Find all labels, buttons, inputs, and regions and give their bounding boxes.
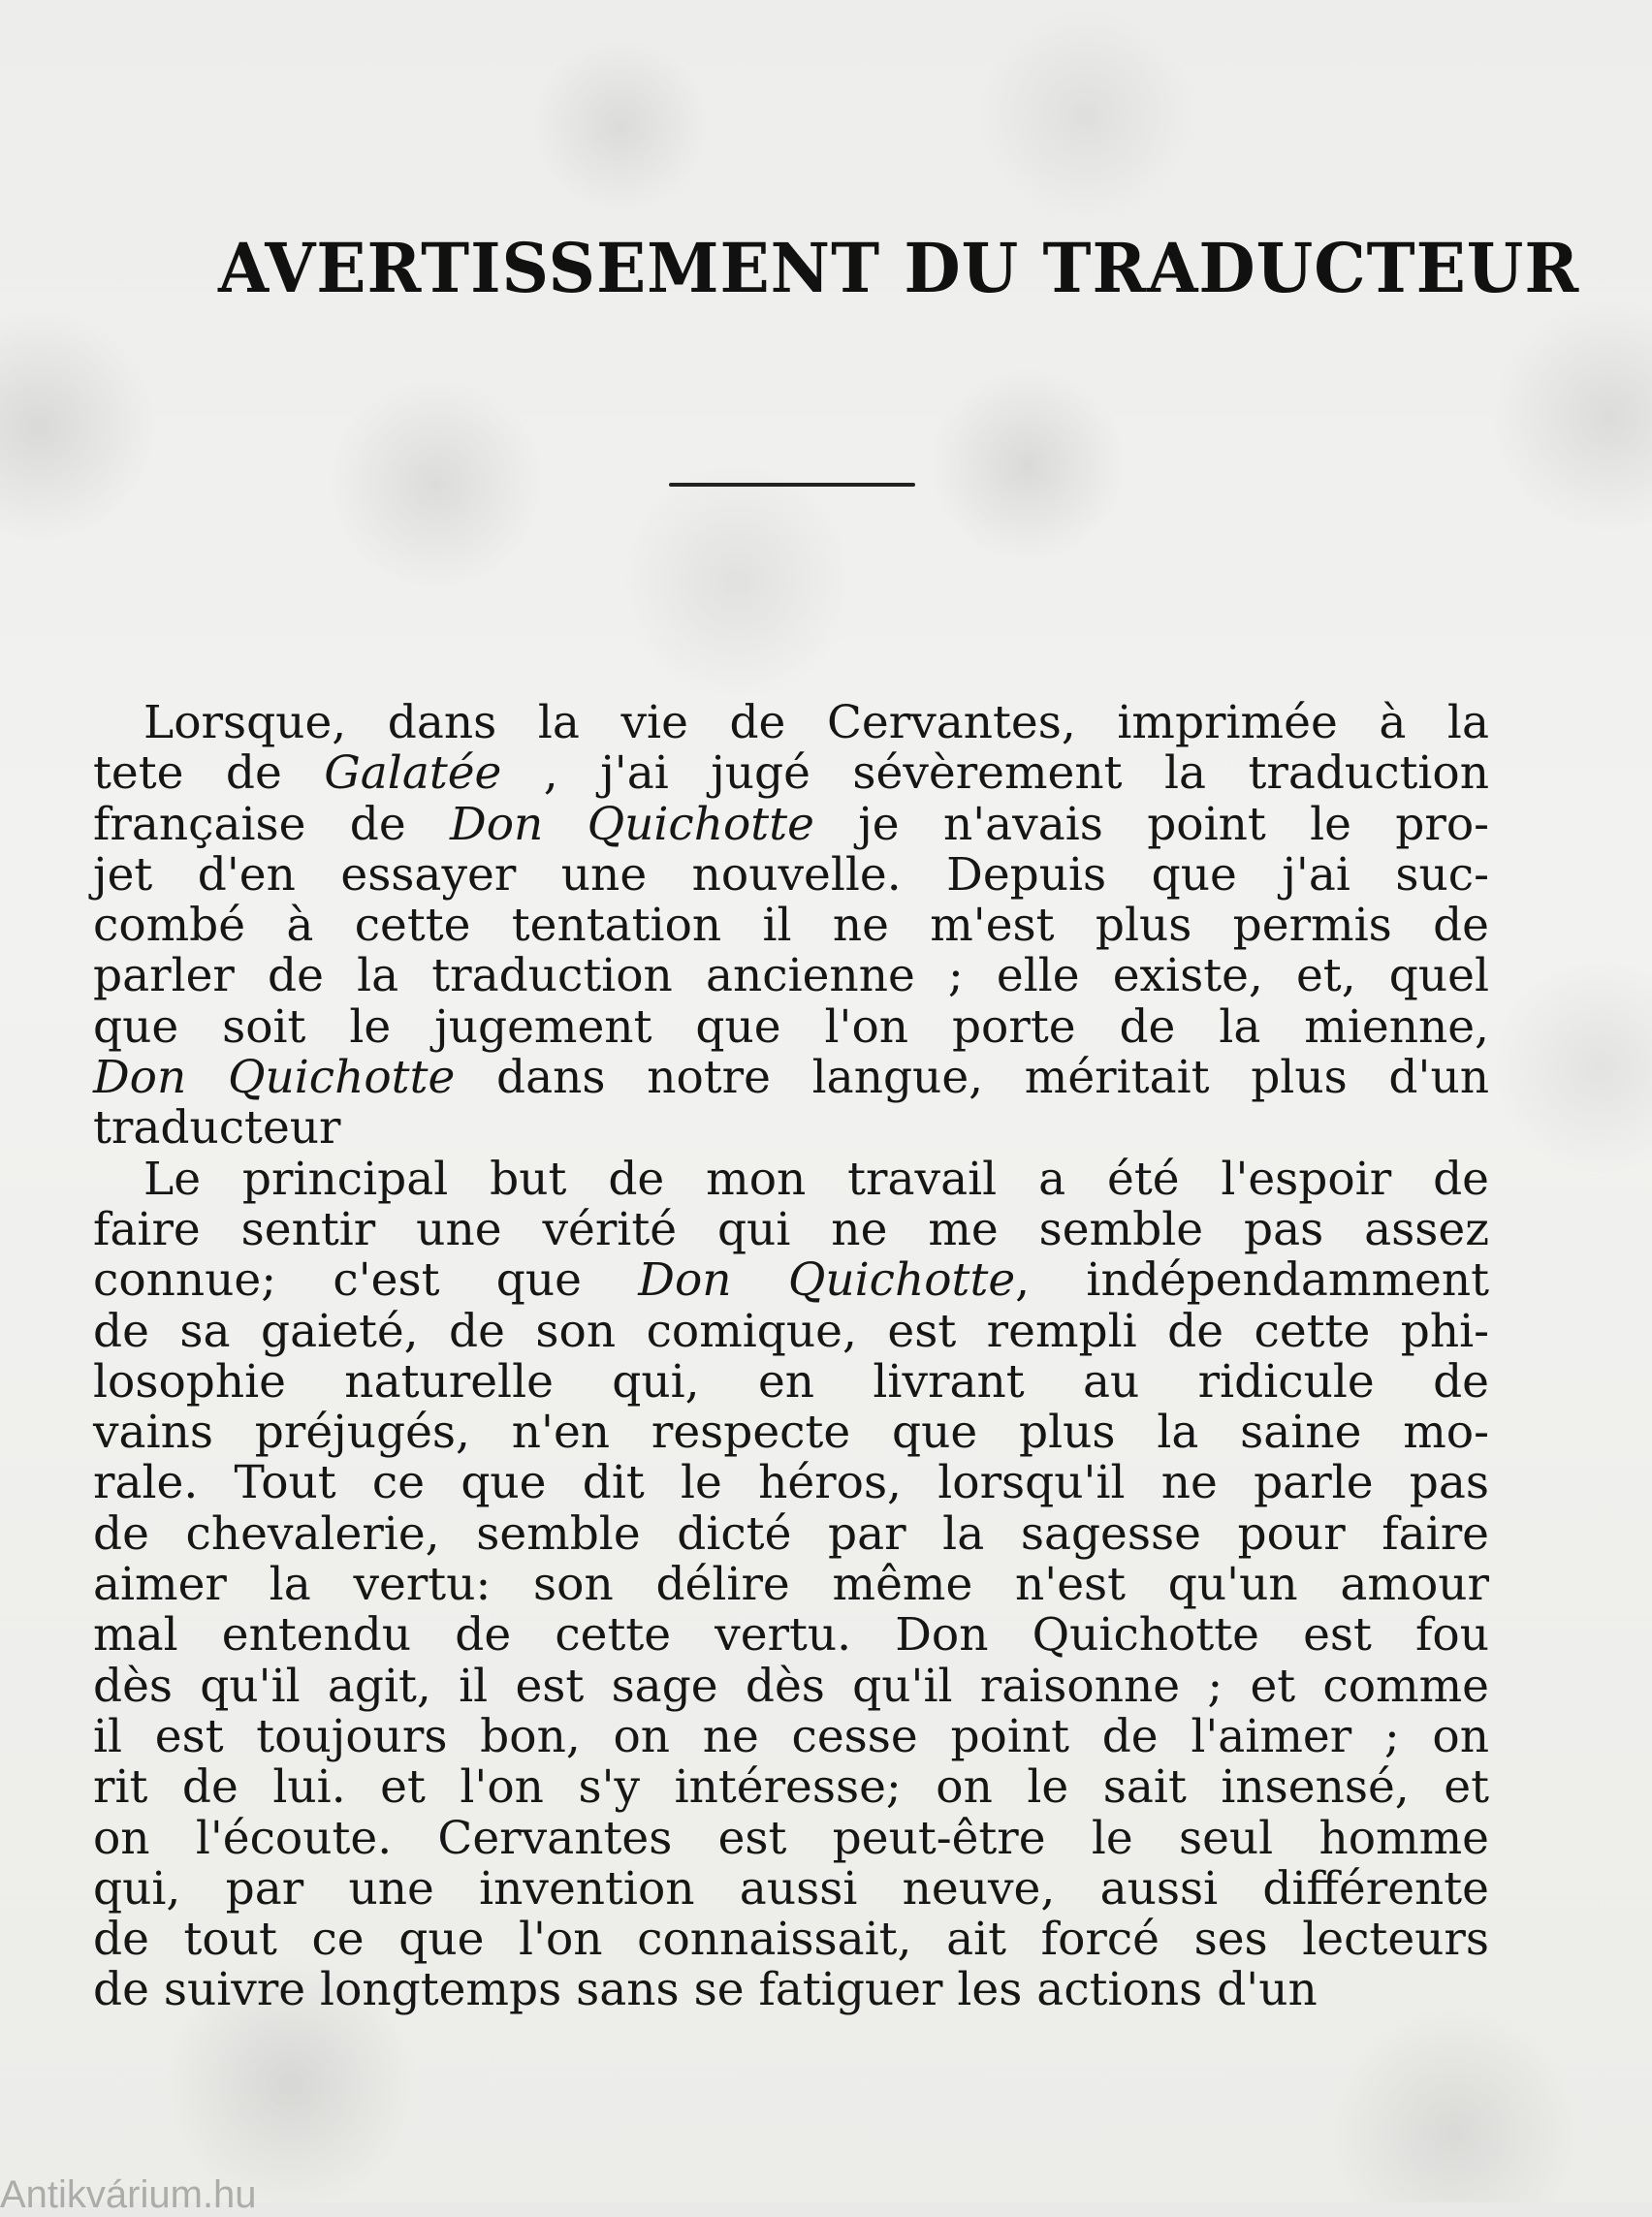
text-line: rale. Tout ce que dit le héros, lorsqu'il ne parle pas [93, 1456, 1489, 1510]
text-line: de sa gaieté, de son comique, est rempli de cette phi- [93, 1304, 1489, 1358]
text-line: dès qu'il agit, il est sage dès qu'il raisonne ; et comme [93, 1659, 1489, 1713]
text-line: aimer la vertu: son délire même n'est qu'un amour [93, 1558, 1489, 1612]
italic-title: Don Quichotte [93, 1051, 456, 1105]
watermark: Antikvárium.hu [0, 2173, 257, 2216]
page-title: AVERTISSEMENT DU TRADUCTEUR [218, 228, 1580, 308]
text-line: de suivre longtemps sans se fatiguer les actions d'un [93, 1963, 1318, 2017]
text-line: Le principal but de mon travail a été l'espoir de [143, 1152, 1489, 1206]
text-line: Don Quichotte dans notre langue, méritait plus d'un [93, 1051, 1489, 1105]
title-divider [669, 483, 915, 487]
text-line: faire sentir une vérité qui ne me semble pas assez [93, 1202, 1489, 1256]
text-line: mal entendu de cette vertu. Don Quichotte est fou [93, 1608, 1489, 1663]
text-line: il est toujours bon, on ne cesse point de l'aimer ; on [93, 1709, 1489, 1763]
text-line: de chevalerie, semble dicté par la sagesse pour faire [93, 1506, 1489, 1561]
body-text [93, 698, 1489, 2016]
text-line: losophie naturelle qui, en livrant au ridicule de [93, 1354, 1489, 1409]
text-line: combé à cette tentation il ne m'est plus permis de [93, 899, 1489, 953]
text-line: tete de Galatée , j'ai jugé sévèrement la traduction [93, 746, 1490, 801]
text-line: que soit le jugement que l'on porte de la mienne, [93, 999, 1489, 1054]
text-line: traducteur [93, 1101, 341, 1156]
italic-title: Galatée [324, 746, 502, 801]
text-line: connue; c'est que Don Quichotte, indépendamment [93, 1253, 1489, 1308]
text-line: qui, par une invention aussi neuve, aussi différente [93, 1861, 1489, 1916]
italic-title: Don Quichotte [638, 1253, 1016, 1308]
text-line: Lorsque, dans la vie de Cervantes, imprimée à la [143, 696, 1489, 749]
text-line: on l'écoute. Cervantes est peut-être le seul homme [93, 1811, 1489, 1865]
text-line: parler de la traduction ancienne ; elle existe, et, quel [93, 949, 1489, 1003]
text-line: rit de lui. et l'on s'y intéresse; on le sait insensé, et [93, 1760, 1489, 1815]
text-line: de tout ce que l'on connaissait, ait forcé ses lecteurs [93, 1913, 1489, 1967]
italic-title: Don Quichotte [450, 797, 814, 851]
text-line: française de Don Quichotte je n'avais point le pro- [93, 797, 1489, 851]
text-line: jet d'en essayer une nouvelle. Depuis que j'ai suc- [93, 847, 1489, 902]
text-line: vains préjugés, n'en respecte que plus la saine mo- [93, 1406, 1489, 1460]
